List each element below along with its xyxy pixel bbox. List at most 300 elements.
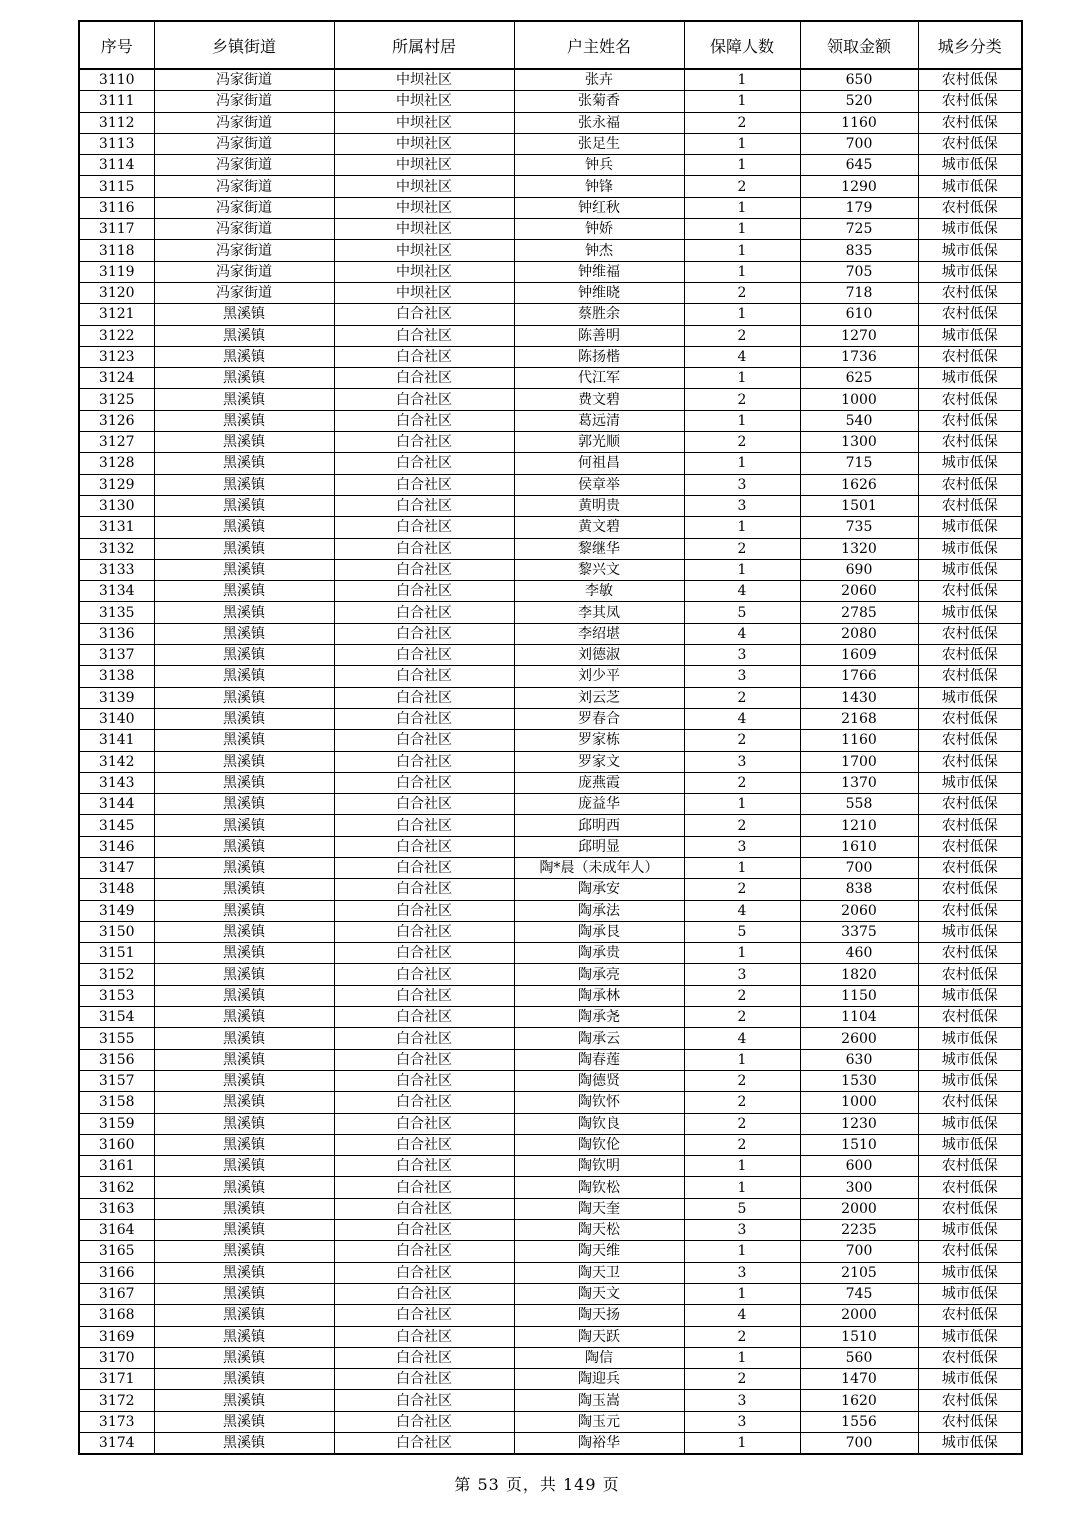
cell-householder: 陶*晨（未成年人） xyxy=(514,857,684,878)
cell-town: 黑溪镇 xyxy=(154,432,334,453)
cell-town: 黑溪镇 xyxy=(154,581,334,602)
cell-village: 白合社区 xyxy=(334,517,514,538)
cell-householder: 邱明显 xyxy=(514,836,684,857)
cell-amount: 1000 xyxy=(800,389,918,410)
cell-index: 3112 xyxy=(79,112,154,133)
cell-town: 黑溪镇 xyxy=(154,1007,334,1028)
cell-householder: 陶承尧 xyxy=(514,1007,684,1028)
header-cell-householder: 户主姓名 xyxy=(514,21,684,69)
cell-householder: 陶春莲 xyxy=(514,1049,684,1070)
cell-amount: 1820 xyxy=(800,964,918,985)
cell-category: 农村低保 xyxy=(918,794,1022,815)
cell-householder: 陶钦伦 xyxy=(514,1134,684,1155)
cell-persons: 1 xyxy=(684,559,800,580)
cell-category: 城市低保 xyxy=(918,687,1022,708)
cell-index: 3168 xyxy=(79,1305,154,1326)
cell-householder: 刘少平 xyxy=(514,666,684,687)
cell-village: 白合社区 xyxy=(334,1070,514,1091)
cell-amount: 1556 xyxy=(800,1411,918,1432)
table-row xyxy=(79,1390,1022,1411)
table-row xyxy=(79,815,1022,836)
cell-persons: 1 xyxy=(684,410,800,431)
table-row xyxy=(79,1220,1022,1241)
cell-category: 农村低保 xyxy=(918,346,1022,367)
cell-index: 3173 xyxy=(79,1411,154,1432)
cell-index: 3151 xyxy=(79,943,154,964)
cell-persons: 4 xyxy=(684,346,800,367)
cell-village: 白合社区 xyxy=(334,857,514,878)
table-row xyxy=(79,1156,1022,1177)
cell-householder: 陶玉嵩 xyxy=(514,1390,684,1411)
table-row xyxy=(79,133,1022,154)
cell-householder: 郭光顺 xyxy=(514,432,684,453)
cell-amount: 700 xyxy=(800,857,918,878)
cell-index: 3164 xyxy=(79,1220,154,1241)
cell-index: 3142 xyxy=(79,751,154,772)
cell-householder: 庞燕霞 xyxy=(514,772,684,793)
cell-householder: 黄文碧 xyxy=(514,517,684,538)
cell-town: 黑溪镇 xyxy=(154,772,334,793)
cell-index: 3160 xyxy=(79,1134,154,1155)
cell-category: 城市低保 xyxy=(918,538,1022,559)
cell-town: 冯家街道 xyxy=(154,261,334,282)
cell-town: 黑溪镇 xyxy=(154,730,334,751)
cell-category: 农村低保 xyxy=(918,389,1022,410)
cell-village: 白合社区 xyxy=(334,1156,514,1177)
cell-town: 黑溪镇 xyxy=(154,964,334,985)
cell-category: 农村低保 xyxy=(918,133,1022,154)
cell-persons: 2 xyxy=(684,1113,800,1134)
table-row xyxy=(79,687,1022,708)
cell-persons: 2 xyxy=(684,176,800,197)
cell-householder: 陶承法 xyxy=(514,900,684,921)
cell-amount: 715 xyxy=(800,453,918,474)
cell-category: 城市低保 xyxy=(918,1113,1022,1134)
cell-village: 白合社区 xyxy=(334,432,514,453)
table-row xyxy=(79,155,1022,176)
cell-index: 3120 xyxy=(79,282,154,303)
cell-persons: 3 xyxy=(684,836,800,857)
cell-index: 3167 xyxy=(79,1283,154,1304)
cell-householder: 钟兵 xyxy=(514,155,684,176)
table-row xyxy=(79,985,1022,1006)
cell-town: 黑溪镇 xyxy=(154,1305,334,1326)
cell-persons: 2 xyxy=(684,730,800,751)
cell-index: 3158 xyxy=(79,1092,154,1113)
cell-persons: 2 xyxy=(684,282,800,303)
cell-village: 中坝社区 xyxy=(334,133,514,154)
cell-index: 3153 xyxy=(79,985,154,1006)
cell-town: 黑溪镇 xyxy=(154,666,334,687)
cell-persons: 1 xyxy=(684,69,800,91)
cell-index: 3125 xyxy=(79,389,154,410)
table-row xyxy=(79,623,1022,644)
cell-town: 黑溪镇 xyxy=(154,1411,334,1432)
table-row xyxy=(79,69,1022,91)
cell-category: 农村低保 xyxy=(918,112,1022,133)
cell-amount: 1000 xyxy=(800,1092,918,1113)
table-row xyxy=(79,708,1022,729)
cell-town: 冯家街道 xyxy=(154,219,334,240)
cell-persons: 1 xyxy=(684,1283,800,1304)
cell-amount: 2060 xyxy=(800,581,918,602)
cell-category: 城市低保 xyxy=(918,559,1022,580)
cell-town: 冯家街道 xyxy=(154,197,334,218)
cell-amount: 1510 xyxy=(800,1134,918,1155)
cell-persons: 4 xyxy=(684,623,800,644)
table-row xyxy=(79,772,1022,793)
table-row xyxy=(79,432,1022,453)
cell-householder: 张永福 xyxy=(514,112,684,133)
cell-index: 3130 xyxy=(79,495,154,516)
cell-amount: 1160 xyxy=(800,112,918,133)
cell-persons: 1 xyxy=(684,219,800,240)
cell-town: 黑溪镇 xyxy=(154,368,334,389)
table-row xyxy=(79,197,1022,218)
header-cell-amount: 领取金额 xyxy=(800,21,918,69)
cell-category: 城市低保 xyxy=(918,155,1022,176)
cell-category: 农村低保 xyxy=(918,879,1022,900)
table-row xyxy=(79,921,1022,942)
cell-category: 农村低保 xyxy=(918,1390,1022,1411)
cell-index: 3131 xyxy=(79,517,154,538)
cell-category: 农村低保 xyxy=(918,708,1022,729)
cell-town: 黑溪镇 xyxy=(154,751,334,772)
cell-householder: 罗家栋 xyxy=(514,730,684,751)
cell-town: 冯家街道 xyxy=(154,240,334,261)
cell-persons: 2 xyxy=(684,1369,800,1390)
cell-amount: 2235 xyxy=(800,1220,918,1241)
cell-householder: 陶承艮 xyxy=(514,921,684,942)
cell-householder: 刘德淑 xyxy=(514,645,684,666)
cell-persons: 1 xyxy=(684,133,800,154)
cell-persons: 3 xyxy=(684,495,800,516)
cell-persons: 2 xyxy=(684,687,800,708)
cell-village: 白合社区 xyxy=(334,921,514,942)
cell-householder: 钟娇 xyxy=(514,219,684,240)
cell-village: 白合社区 xyxy=(334,453,514,474)
cell-category: 农村低保 xyxy=(918,1198,1022,1219)
cell-householder: 陶信 xyxy=(514,1347,684,1368)
table-row xyxy=(79,1283,1022,1304)
cell-householder: 代江军 xyxy=(514,368,684,389)
cell-category: 农村低保 xyxy=(918,1177,1022,1198)
cell-index: 3119 xyxy=(79,261,154,282)
cell-amount: 838 xyxy=(800,879,918,900)
cell-village: 白合社区 xyxy=(334,1369,514,1390)
table-row xyxy=(79,325,1022,346)
cell-persons: 2 xyxy=(684,772,800,793)
cell-village: 白合社区 xyxy=(334,368,514,389)
cell-householder: 刘云芝 xyxy=(514,687,684,708)
cell-amount: 1626 xyxy=(800,474,918,495)
cell-village: 中坝社区 xyxy=(334,197,514,218)
cell-householder: 张卉 xyxy=(514,69,684,91)
cell-householder: 黎继华 xyxy=(514,538,684,559)
cell-amount: 630 xyxy=(800,1049,918,1070)
cell-amount: 690 xyxy=(800,559,918,580)
cell-category: 农村低保 xyxy=(918,1156,1022,1177)
table-row xyxy=(79,900,1022,921)
cell-persons: 1 xyxy=(684,943,800,964)
cell-town: 黑溪镇 xyxy=(154,1177,334,1198)
cell-town: 黑溪镇 xyxy=(154,1156,334,1177)
cell-village: 白合社区 xyxy=(334,836,514,857)
cell-persons: 1 xyxy=(684,304,800,325)
cell-town: 黑溪镇 xyxy=(154,1049,334,1070)
cell-amount: 2000 xyxy=(800,1305,918,1326)
cell-index: 3118 xyxy=(79,240,154,261)
cell-village: 白合社区 xyxy=(334,1134,514,1155)
cell-town: 黑溪镇 xyxy=(154,346,334,367)
cell-persons: 5 xyxy=(684,921,800,942)
cell-category: 城市低保 xyxy=(918,772,1022,793)
cell-householder: 陶天文 xyxy=(514,1283,684,1304)
table-row xyxy=(79,964,1022,985)
cell-index: 3146 xyxy=(79,836,154,857)
cell-persons: 1 xyxy=(684,1156,800,1177)
table-row xyxy=(79,794,1022,815)
table-row xyxy=(79,1177,1022,1198)
table-row xyxy=(79,1262,1022,1283)
cell-category: 城市低保 xyxy=(918,1369,1022,1390)
cell-category: 城市低保 xyxy=(918,261,1022,282)
cell-householder: 侯章举 xyxy=(514,474,684,495)
cell-amount: 1700 xyxy=(800,751,918,772)
cell-town: 冯家街道 xyxy=(154,69,334,91)
cell-index: 3165 xyxy=(79,1241,154,1262)
cell-householder: 钟锋 xyxy=(514,176,684,197)
cell-amount: 520 xyxy=(800,91,918,112)
cell-persons: 2 xyxy=(684,538,800,559)
cell-category: 农村低保 xyxy=(918,91,1022,112)
cell-persons: 1 xyxy=(684,240,800,261)
cell-village: 白合社区 xyxy=(334,730,514,751)
cell-persons: 1 xyxy=(684,155,800,176)
cell-householder: 陶承亮 xyxy=(514,964,684,985)
table-row xyxy=(79,581,1022,602)
cell-amount: 735 xyxy=(800,517,918,538)
cell-index: 3123 xyxy=(79,346,154,367)
cell-town: 冯家街道 xyxy=(154,133,334,154)
cell-village: 白合社区 xyxy=(334,666,514,687)
cell-village: 白合社区 xyxy=(334,985,514,1006)
cell-amount: 725 xyxy=(800,219,918,240)
cell-persons: 1 xyxy=(684,1177,800,1198)
cell-category: 城市低保 xyxy=(918,1283,1022,1304)
cell-village: 中坝社区 xyxy=(334,219,514,240)
cell-index: 3129 xyxy=(79,474,154,495)
cell-category: 农村低保 xyxy=(918,1007,1022,1028)
cell-persons: 3 xyxy=(684,751,800,772)
table-row xyxy=(79,517,1022,538)
table-row xyxy=(79,495,1022,516)
cell-category: 城市低保 xyxy=(918,1262,1022,1283)
cell-town: 冯家街道 xyxy=(154,176,334,197)
cell-village: 白合社区 xyxy=(334,559,514,580)
cell-persons: 1 xyxy=(684,453,800,474)
cell-village: 白合社区 xyxy=(334,751,514,772)
cell-village: 白合社区 xyxy=(334,1113,514,1134)
cell-category: 城市低保 xyxy=(918,517,1022,538)
cell-index: 3145 xyxy=(79,815,154,836)
cell-category: 农村低保 xyxy=(918,197,1022,218)
cell-village: 白合社区 xyxy=(334,346,514,367)
table-row xyxy=(79,666,1022,687)
cell-category: 城市低保 xyxy=(918,453,1022,474)
cell-persons: 3 xyxy=(684,645,800,666)
cell-persons: 5 xyxy=(684,1198,800,1219)
cell-town: 黑溪镇 xyxy=(154,453,334,474)
cell-village: 白合社区 xyxy=(334,1007,514,1028)
cell-town: 黑溪镇 xyxy=(154,495,334,516)
cell-amount: 1300 xyxy=(800,432,918,453)
cell-index: 3140 xyxy=(79,708,154,729)
cell-persons: 3 xyxy=(684,666,800,687)
cell-householder: 陶天卫 xyxy=(514,1262,684,1283)
cell-index: 3159 xyxy=(79,1113,154,1134)
cell-amount: 560 xyxy=(800,1347,918,1368)
cell-householder: 陶天维 xyxy=(514,1241,684,1262)
cell-householder: 陶钦松 xyxy=(514,1177,684,1198)
cell-index: 3161 xyxy=(79,1156,154,1177)
cell-householder: 陶迎兵 xyxy=(514,1369,684,1390)
cell-persons: 1 xyxy=(684,91,800,112)
cell-index: 3117 xyxy=(79,219,154,240)
cell-persons: 2 xyxy=(684,432,800,453)
table-row xyxy=(79,1049,1022,1070)
cell-town: 黑溪镇 xyxy=(154,1198,334,1219)
cell-amount: 1501 xyxy=(800,495,918,516)
cell-index: 3114 xyxy=(79,155,154,176)
cell-category: 农村低保 xyxy=(918,730,1022,751)
cell-village: 白合社区 xyxy=(334,304,514,325)
cell-amount: 1104 xyxy=(800,1007,918,1028)
cell-persons: 3 xyxy=(684,474,800,495)
cell-town: 黑溪镇 xyxy=(154,389,334,410)
cell-householder: 葛远清 xyxy=(514,410,684,431)
cell-category: 农村低保 xyxy=(918,581,1022,602)
table-row xyxy=(79,261,1022,282)
cell-amount: 1370 xyxy=(800,772,918,793)
cell-town: 黑溪镇 xyxy=(154,1390,334,1411)
cell-village: 中坝社区 xyxy=(334,91,514,112)
cell-amount: 705 xyxy=(800,261,918,282)
table-row xyxy=(79,1433,1022,1455)
cell-town: 黑溪镇 xyxy=(154,1433,334,1455)
cell-index: 3150 xyxy=(79,921,154,942)
cell-householder: 陶承贵 xyxy=(514,943,684,964)
cell-persons: 2 xyxy=(684,1134,800,1155)
cell-index: 3111 xyxy=(79,91,154,112)
table-row xyxy=(79,240,1022,261)
cell-index: 3156 xyxy=(79,1049,154,1070)
cell-village: 白合社区 xyxy=(334,581,514,602)
cell-category: 农村低保 xyxy=(918,964,1022,985)
cell-village: 白合社区 xyxy=(334,708,514,729)
cell-persons: 4 xyxy=(684,1028,800,1049)
cell-town: 冯家街道 xyxy=(154,112,334,133)
table-row xyxy=(79,943,1022,964)
cell-town: 黑溪镇 xyxy=(154,623,334,644)
cell-index: 3132 xyxy=(79,538,154,559)
cell-householder: 张菊香 xyxy=(514,91,684,112)
cell-householder: 黄明贵 xyxy=(514,495,684,516)
cell-index: 3121 xyxy=(79,304,154,325)
cell-category: 农村低保 xyxy=(918,1411,1022,1432)
cell-village: 白合社区 xyxy=(334,943,514,964)
cell-amount: 1766 xyxy=(800,666,918,687)
cell-householder: 陶钦良 xyxy=(514,1113,684,1134)
cell-category: 农村低保 xyxy=(918,282,1022,303)
cell-category: 农村低保 xyxy=(918,900,1022,921)
header-cell-town: 乡镇街道 xyxy=(154,21,334,69)
cell-amount: 2600 xyxy=(800,1028,918,1049)
cell-village: 白合社区 xyxy=(334,1283,514,1304)
cell-persons: 2 xyxy=(684,1007,800,1028)
cell-amount: 1736 xyxy=(800,346,918,367)
cell-persons: 3 xyxy=(684,1262,800,1283)
cell-amount: 1270 xyxy=(800,325,918,346)
cell-householder: 罗家文 xyxy=(514,751,684,772)
cell-index: 3139 xyxy=(79,687,154,708)
cell-town: 黑溪镇 xyxy=(154,1283,334,1304)
cell-town: 黑溪镇 xyxy=(154,1028,334,1049)
cell-index: 3110 xyxy=(79,69,154,91)
cell-persons: 1 xyxy=(684,197,800,218)
cell-householder: 罗春合 xyxy=(514,708,684,729)
cell-village: 中坝社区 xyxy=(334,240,514,261)
cell-category: 城市低保 xyxy=(918,1134,1022,1155)
table-row xyxy=(79,1198,1022,1219)
page-footer: 第 53 页，共 149 页 xyxy=(454,1475,620,1494)
cell-amount: 1620 xyxy=(800,1390,918,1411)
cell-amount: 1530 xyxy=(800,1070,918,1091)
cell-index: 3127 xyxy=(79,432,154,453)
cell-householder: 陈善明 xyxy=(514,325,684,346)
table-row xyxy=(79,879,1022,900)
cell-category: 城市低保 xyxy=(918,1433,1022,1455)
cell-index: 3133 xyxy=(79,559,154,580)
cell-village: 白合社区 xyxy=(334,410,514,431)
cell-category: 城市低保 xyxy=(918,921,1022,942)
cell-index: 3169 xyxy=(79,1326,154,1347)
cell-householder: 陶承云 xyxy=(514,1028,684,1049)
cell-persons: 1 xyxy=(684,857,800,878)
cell-category: 农村低保 xyxy=(918,666,1022,687)
cell-amount: 1230 xyxy=(800,1113,918,1134)
cell-householder: 李敏 xyxy=(514,581,684,602)
cell-householder: 黎兴文 xyxy=(514,559,684,580)
cell-town: 黑溪镇 xyxy=(154,474,334,495)
cell-amount: 300 xyxy=(800,1177,918,1198)
cell-index: 3134 xyxy=(79,581,154,602)
cell-persons: 1 xyxy=(684,1049,800,1070)
cell-category: 农村低保 xyxy=(918,495,1022,516)
table-row xyxy=(79,282,1022,303)
cell-persons: 2 xyxy=(684,985,800,1006)
cell-persons: 2 xyxy=(684,112,800,133)
cell-town: 黑溪镇 xyxy=(154,687,334,708)
cell-persons: 3 xyxy=(684,1390,800,1411)
cell-persons: 1 xyxy=(684,794,800,815)
cell-index: 3122 xyxy=(79,325,154,346)
cell-village: 白合社区 xyxy=(334,794,514,815)
cell-town: 黑溪镇 xyxy=(154,559,334,580)
header-cell-village: 所属村居 xyxy=(334,21,514,69)
table-row xyxy=(79,1134,1022,1155)
cell-index: 3170 xyxy=(79,1347,154,1368)
